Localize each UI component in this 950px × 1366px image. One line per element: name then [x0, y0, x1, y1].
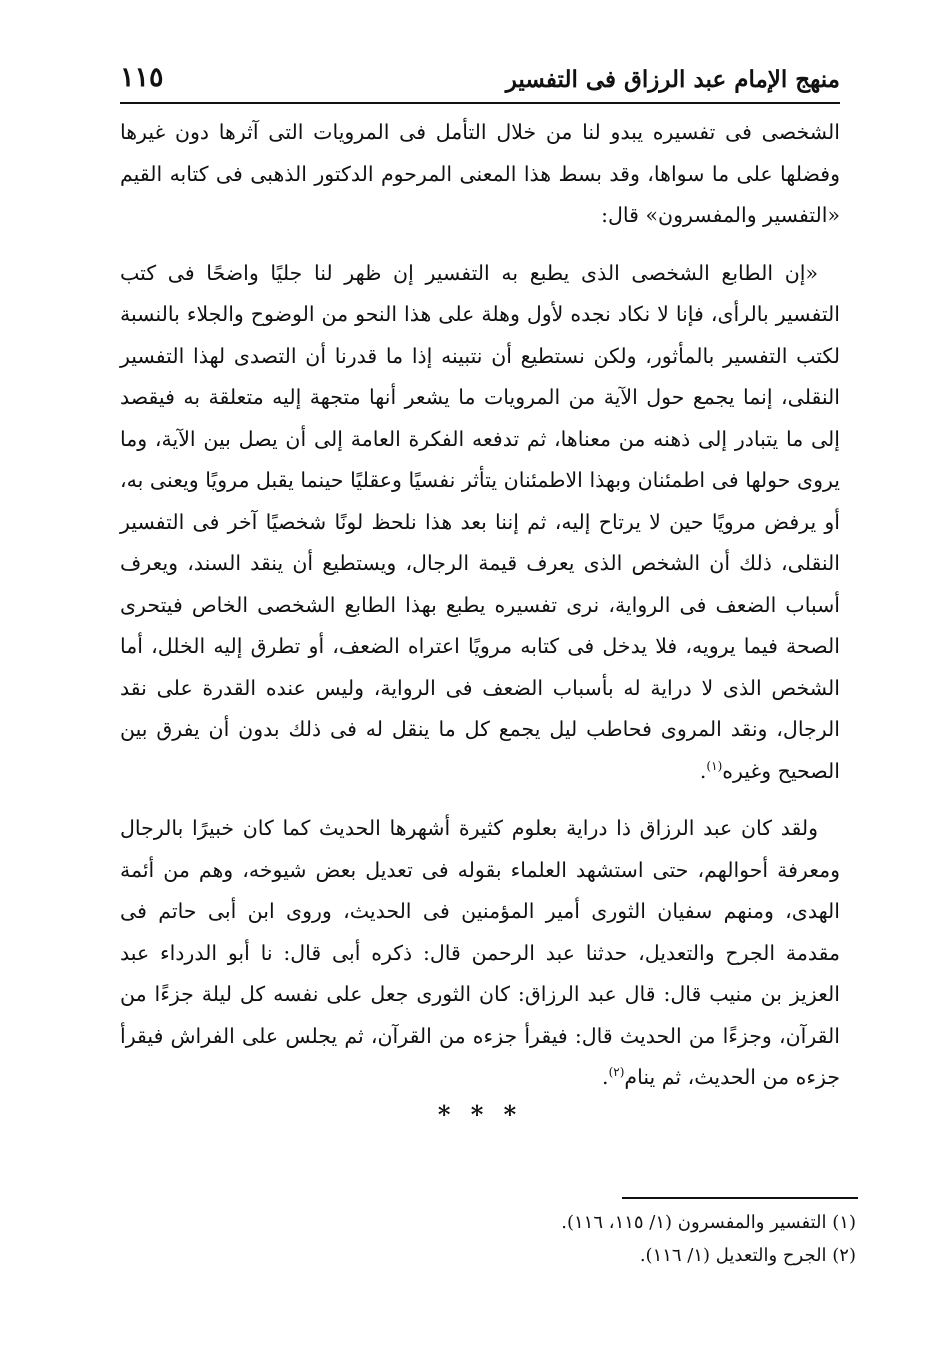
footnote-1: (١) التفسير والمفسرون (١/ ١١٥، ١١٦). [561, 1212, 856, 1233]
paragraph-text: ولقد كان عبد الرزاق ذا دراية بعلوم كثيرة أشهرها الحديث كما كان خبيرًا بالرجال ومعرفة أحوالهم، حتى استشهد العلماء بقوله فى تعديل بعض شيوخه، وهم من أئمة الهدى، ومنهم سفيان الثورى أمير المؤمنين فى الحديث، وروى ابن أبى حاتم فى مقدمة الجرح والتعديل، حدثنا عبد الرحمن قال: ذكره أبى قال: نا أبو الدرداء عبد العزيز بن منيب قال: قال عبد الرزاق: كان الثورى جعل على نفسه كل ليلة جزءًا من القرآن، وجزءًا من الحديث قال: فيقرأ جزءه من القرآن، ثم يجلس على الفراش فيقرأ جزءه من الحديث، ثم ينام [120, 816, 840, 1089]
paragraph-end: . [602, 1065, 609, 1089]
footnote-rule [622, 1197, 858, 1199]
header-rule [120, 102, 840, 104]
page-header [120, 52, 840, 104]
footnote-ref-2[interactable]: (٢) [608, 1065, 625, 1080]
page-number: ١١٥ [120, 62, 164, 93]
paragraph-abdulrazzaq [120, 808, 840, 1099]
section-separator: * * * [437, 1100, 523, 1129]
paragraph-quote [120, 253, 840, 793]
quote-end: . [699, 758, 707, 783]
footnotes [420, 1206, 856, 1272]
running-title: منهج الإمام عبد الرزاق فى التفسير [505, 66, 840, 93]
footnote-ref-1[interactable]: (١) [706, 758, 723, 773]
page-body [120, 112, 840, 1099]
paragraph-intro: الشخصى فى تفسيره يبدو لنا من خلال التأمل فى المرويات التى آثرها دون غيرها وفضلها على ما سواها، وقد بسط هذا المعنى المرحوم الدكتور الذهبى فى كتابه القيم «التفسير والمفسرون» قال: [120, 120, 840, 227]
footnote-2: (٢) الجرح والتعديل (١/ ١١٦). [639, 1245, 856, 1266]
quote-text: «إن الطابع الشخصى الذى يطبع به التفسير إن ظهر لنا جليًا واضحًا فى كتب التفسير بالرأى، فإنا لا نكاد نجده لأول وهلة على هذا النحو من الوضوح والجلاء بالنسبة لكتب التفسير بالمأثور، ولكن نستطيع أن نتبينه إذا ما قدرنا أن التصدى لهذا التفسير النقلى، إنما يجمع حول الآية من المرويات ما يشعر أنها متجهة إليه متعلقة به فيقصد إلى ما يتبادر إلى ذهنه من معناها، ثم تدفعه الفكرة العامة إلى أن يصل بين الآية، وما يروى حولها فى اطمئنان وبهذا الاطمئنان يتأثر نفسيًا وعقليًا حينما يقبل مرويًا ويعنى به، أو يرفض مرويًا حين لا يرتاح إليه، ثم إننا بعد هذا نلحظ لونًا شخصيًا آخر فى التفسير النقلى، ذلك أن الشخص الذى يعرف قيمة الرجال، ويستطيع أن ينقد السند، ويعرف أسباب الضعف فى الرواية، نرى تفسيره يطبع بهذا الطابع الشخصى الخاص فيتحرى الصحة فيما يرويه، فلا يدخل فى كتابه مرويًا اعتراه الضعف، أو تطرق إليه الخلل، أما الشخص الذى لا دراية له بأسباب الضعف فى الرواية، وليس عنده القدرة على نقد الرجال، ونقد المروى فحاطب ليل يجمع كل ما ينقل له فى ذلك بدون أن يفرق بين الصحيح وغيره [120, 260, 840, 783]
